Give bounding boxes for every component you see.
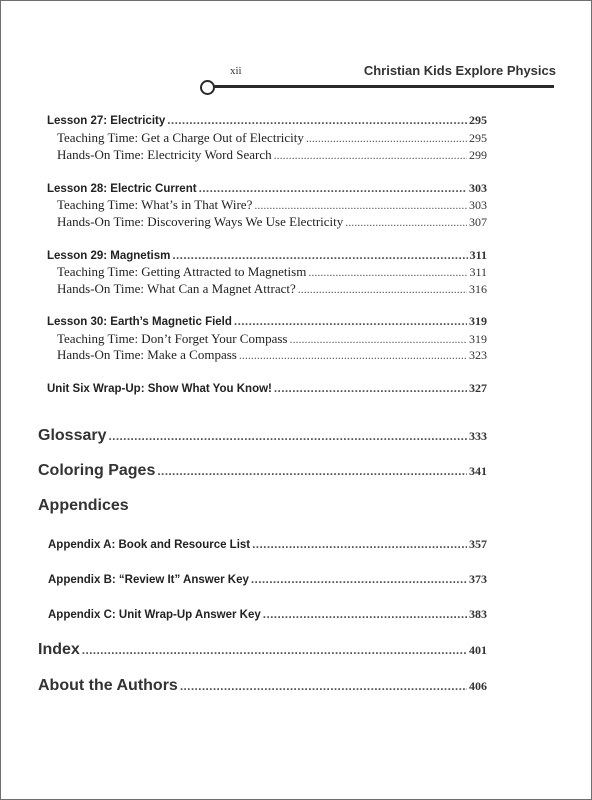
leader-dots [157,462,467,480]
toc-entry-page: 341 [469,464,487,478]
toc-entry-page: 401 [469,643,487,657]
leader-dots [289,331,467,347]
toc-entry-lesson-29[interactable] [47,248,487,263]
leader-dots [298,281,467,297]
toc-entry-title: Unit Six Wrap-Up: Show What You Know! [47,383,272,395]
toc-entry-appendix-c[interactable] [48,607,487,622]
toc-entry-lesson-27[interactable] [47,113,487,128]
toc-entry-page: 303 [469,198,487,212]
toc-entry-title: Lesson 28: Electric Current [47,183,197,195]
toc-entry-page: 383 [469,607,487,621]
toc-entry-lesson-29-teaching[interactable] [57,264,487,280]
toc-entry-page: 319 [469,332,487,346]
toc-entry-page: 295 [469,113,487,127]
leader-dots [199,181,467,195]
toc-entry-page: 357 [469,537,487,551]
toc-entry-title: Hands-On Time: Make a Compass [57,347,237,362]
toc-entry-unit-six-wrap-up[interactable] [47,381,487,396]
leader-dots [82,641,467,659]
toc-entry-title: Lesson 30: Earth’s Magnetic Field [47,316,232,328]
leader-dots [180,677,467,695]
toc-entry-page: 295 [469,131,487,145]
toc-entry-title: Coloring Pages [38,462,156,479]
header-bullet-icon [200,80,215,95]
leader-dots [172,248,467,262]
toc-entry-page: 323 [469,348,487,362]
toc-entry-page: 303 [469,181,487,195]
toc-entry-title: Hands-On Time: Electricity Word Search [57,147,272,162]
toc-entry-lesson-29-handson[interactable] [57,281,487,297]
toc-entry-lesson-28-teaching[interactable] [57,197,487,213]
toc-entry-title: Teaching Time: Getting Attracted to Magnetism [57,264,307,279]
toc-entry-title: Index [38,641,80,658]
toc-entry-title: Appendix C: Unit Wrap-Up Answer Key [48,609,261,621]
toc-entry-title: Hands-On Time: Discovering Ways We Use Electricity [57,214,344,229]
leader-dots [252,537,467,551]
toc-entry-title: Teaching Time: Don’t Forget Your Compass [57,331,288,346]
toc-entry-lesson-27-handson[interactable] [57,147,487,163]
header-rule [214,85,554,88]
leader-dots [239,347,467,363]
toc-entry-title: Hands-On Time: What Can a Magnet Attract? [57,281,296,296]
toc-entry-lesson-30-teaching[interactable] [57,331,487,347]
leader-dots [306,130,467,146]
running-header [0,0,592,100]
toc-entry-coloring-pages[interactable] [38,462,487,480]
toc-entry-page: 406 [469,679,487,693]
toc-entry-page: 373 [469,572,487,586]
leader-dots [263,607,467,621]
toc-entry-lesson-30-handson[interactable] [57,347,487,363]
leader-dots [274,381,467,395]
toc-entry-page: 307 [469,215,487,229]
toc-entry-title: Lesson 27: Electricity [47,115,166,127]
leader-dots [251,572,467,586]
toc-entry-page: 327 [469,381,487,395]
leader-dots [274,147,467,163]
page-number: xii [230,65,242,77]
toc-entry-appendix-b[interactable] [48,572,487,587]
leader-dots [254,197,467,213]
leader-dots [345,214,467,230]
leader-dots [108,427,467,445]
toc-entry-lesson-30[interactable] [47,314,487,329]
toc-entry-lesson-28-handson[interactable] [57,214,487,230]
toc-entry-page: 316 [469,282,487,296]
toc-entry-title: Lesson 29: Magnetism [47,250,171,262]
toc-entry-appendix-a[interactable] [48,537,487,552]
toc-entry-lesson-27-teaching[interactable] [57,130,487,146]
toc-entry-title: Appendix B: “Review It” Answer Key [48,574,249,586]
toc-entry-title: Teaching Time: Get a Charge Out of Electricity [57,130,304,145]
leader-dots [234,314,467,328]
toc-entry-title: Glossary [38,427,107,444]
toc-entry-lesson-28[interactable] [47,181,487,196]
leader-dots [308,264,467,280]
toc-entry-title: Teaching Time: What’s in That Wire? [57,197,253,212]
toc-entry-page: 299 [469,148,487,162]
toc-entry-title: Appendix A: Book and Resource List [48,539,251,551]
toc-entry-index[interactable] [38,641,487,659]
toc-entry-page: 319 [469,314,487,328]
appendices-heading: Appendices [38,497,129,514]
book-title: Christian Kids Explore Physics [363,63,556,78]
leader-dots [167,113,467,127]
toc-entry-page: 311 [469,248,487,262]
toc-entry-about-the-authors[interactable] [38,677,487,695]
toc-entry-page: 333 [469,429,487,443]
toc-entry-title: About the Authors [38,677,178,694]
toc-entry-page: 311 [469,265,487,279]
toc-entry-glossary[interactable] [38,427,487,445]
